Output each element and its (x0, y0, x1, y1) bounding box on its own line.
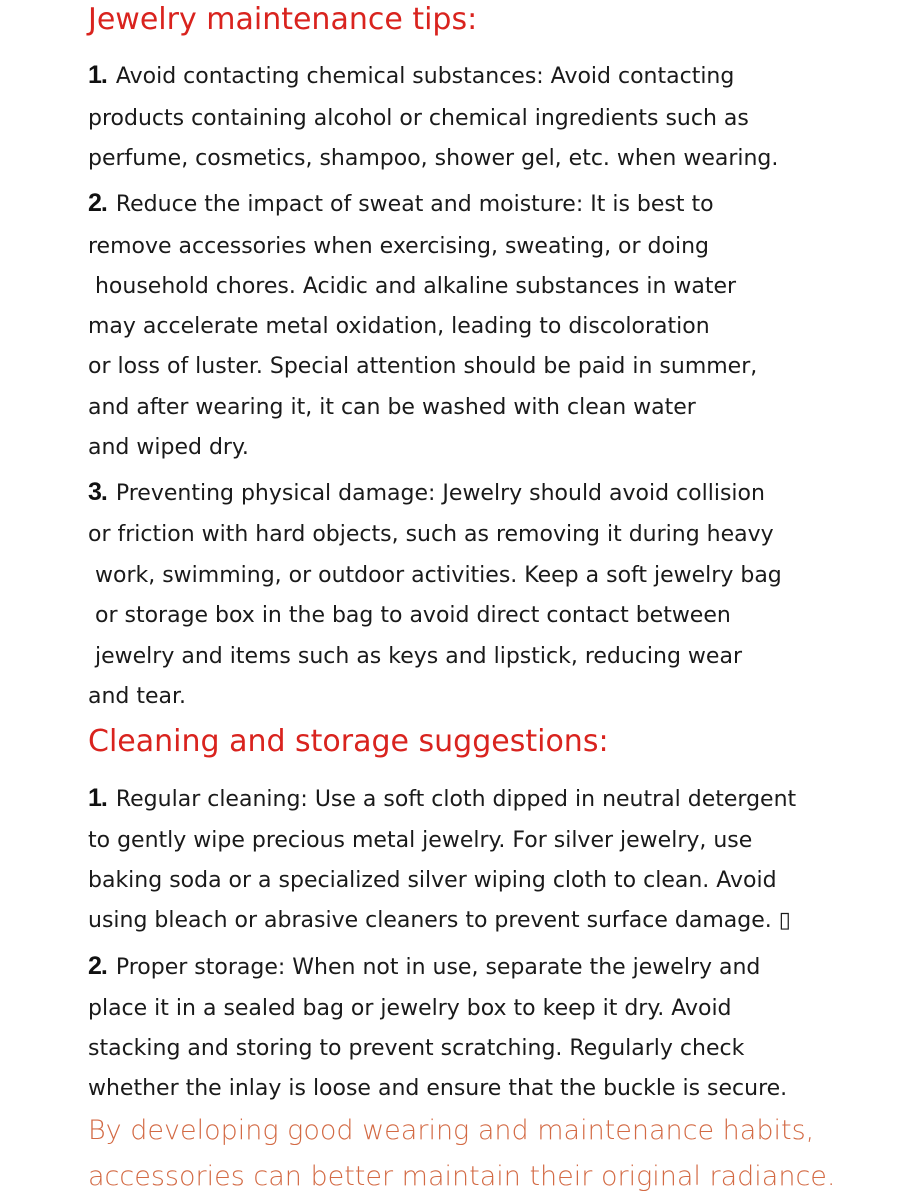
maintenance-line (88, 144, 778, 174)
closing-line-2: accessories can better maintain their original radiance. (88, 1161, 836, 1192)
maintenance-line (88, 682, 186, 712)
maintenance-line-text: jewelry and items such as keys and lipstick, reducing wear (88, 644, 742, 669)
cleaning-line (88, 951, 760, 983)
cleaning-item-number: 1. (88, 784, 107, 812)
maintenance-line (88, 232, 709, 262)
maintenance-item-number: 3. (88, 478, 107, 506)
cleaning-line-text: baking soda or a specialized silver wiping cloth to clean. Avoid (88, 868, 777, 893)
maintenance-line (88, 352, 757, 382)
maintenance-line-text: Preventing physical damage: Jewelry should avoid collision (108, 481, 765, 506)
maintenance-line-text: products containing alcohol or chemical ingredients such as (88, 106, 749, 131)
maintenance-line-text: or storage box in the bag to avoid direct contact between (88, 603, 731, 628)
cleaning-line-text: Regular cleaning: Use a soft cloth dipped in neutral detergent (108, 787, 797, 812)
cleaning-line-text: stacking and storing to prevent scratching. Regularly check (88, 1036, 745, 1061)
maintenance-line (88, 272, 736, 302)
maintenance-line-text: and wiped dry. (88, 435, 249, 460)
maintenance-line-text: work, swimming, or outdoor activities. Keep a soft jewelry bag (88, 563, 782, 588)
maintenance-line (88, 60, 734, 92)
maintenance-line (88, 312, 710, 342)
cleaning-line (88, 1074, 787, 1104)
closing-line-1: By developing good wearing and maintenance habits, (88, 1115, 815, 1146)
maintenance-line (88, 561, 782, 591)
maintenance-line-text: and tear. (88, 684, 187, 709)
cleaning-line-text: using bleach or abrasive cleaners to prevent surface damage. ▯ (88, 908, 791, 933)
cleaning-line (88, 906, 791, 936)
maintenance-line-text: may accelerate metal oxidation, leading to discoloration (88, 314, 710, 339)
maintenance-line-text: and after wearing it, it can be washed with clean water (88, 395, 696, 420)
maintenance-line (88, 104, 749, 134)
maintenance-line-text: Avoid contacting chemical substances: Avoid contacting (108, 64, 735, 89)
cleaning-line (88, 783, 796, 815)
maintenance-line-text: or friction with hard objects, such as removing it during heavy (88, 522, 774, 547)
maintenance-line-text: Reduce the impact of sweat and moisture: It is best to (108, 192, 714, 217)
cleaning-line (88, 826, 752, 856)
maintenance-line (88, 477, 765, 509)
maintenance-item-number: 2. (88, 189, 107, 217)
cleaning-line (88, 1034, 744, 1064)
cleaning-line (88, 994, 732, 1024)
maintenance-line (88, 520, 774, 550)
maintenance-line-text: or loss of luster. Special attention should be paid in summer, (88, 354, 758, 379)
maintenance-line (88, 642, 742, 672)
cleaning-line (88, 866, 777, 896)
maintenance-line-text: remove accessories when exercising, sweating, or doing (88, 234, 709, 259)
cleaning-line-text: place it in a sealed bag or jewelry box to keep it dry. Avoid (88, 996, 732, 1021)
maintenance-line (88, 601, 731, 631)
maintenance-item-number: 1. (88, 61, 107, 89)
maintenance-line (88, 188, 714, 220)
maintenance-line-text: perfume, cosmetics, shampoo, shower gel, etc. when wearing. (88, 146, 779, 171)
cleaning-line-text: to gently wipe precious metal jewelry. For silver jewelry, use (88, 828, 753, 853)
maintenance-line (88, 393, 696, 423)
cleaning-heading: Cleaning and storage suggestions: (88, 724, 609, 759)
cleaning-line-text: Proper storage: When not in use, separate the jewelry and (108, 955, 761, 980)
maintenance-line (88, 433, 249, 463)
maintenance-heading: Jewelry maintenance tips: (88, 2, 478, 37)
maintenance-line-text: household chores. Acidic and alkaline substances in water (88, 274, 737, 299)
cleaning-line-text: whether the inlay is loose and ensure that the buckle is secure. (88, 1076, 788, 1101)
cleaning-item-number: 2. (88, 952, 107, 980)
